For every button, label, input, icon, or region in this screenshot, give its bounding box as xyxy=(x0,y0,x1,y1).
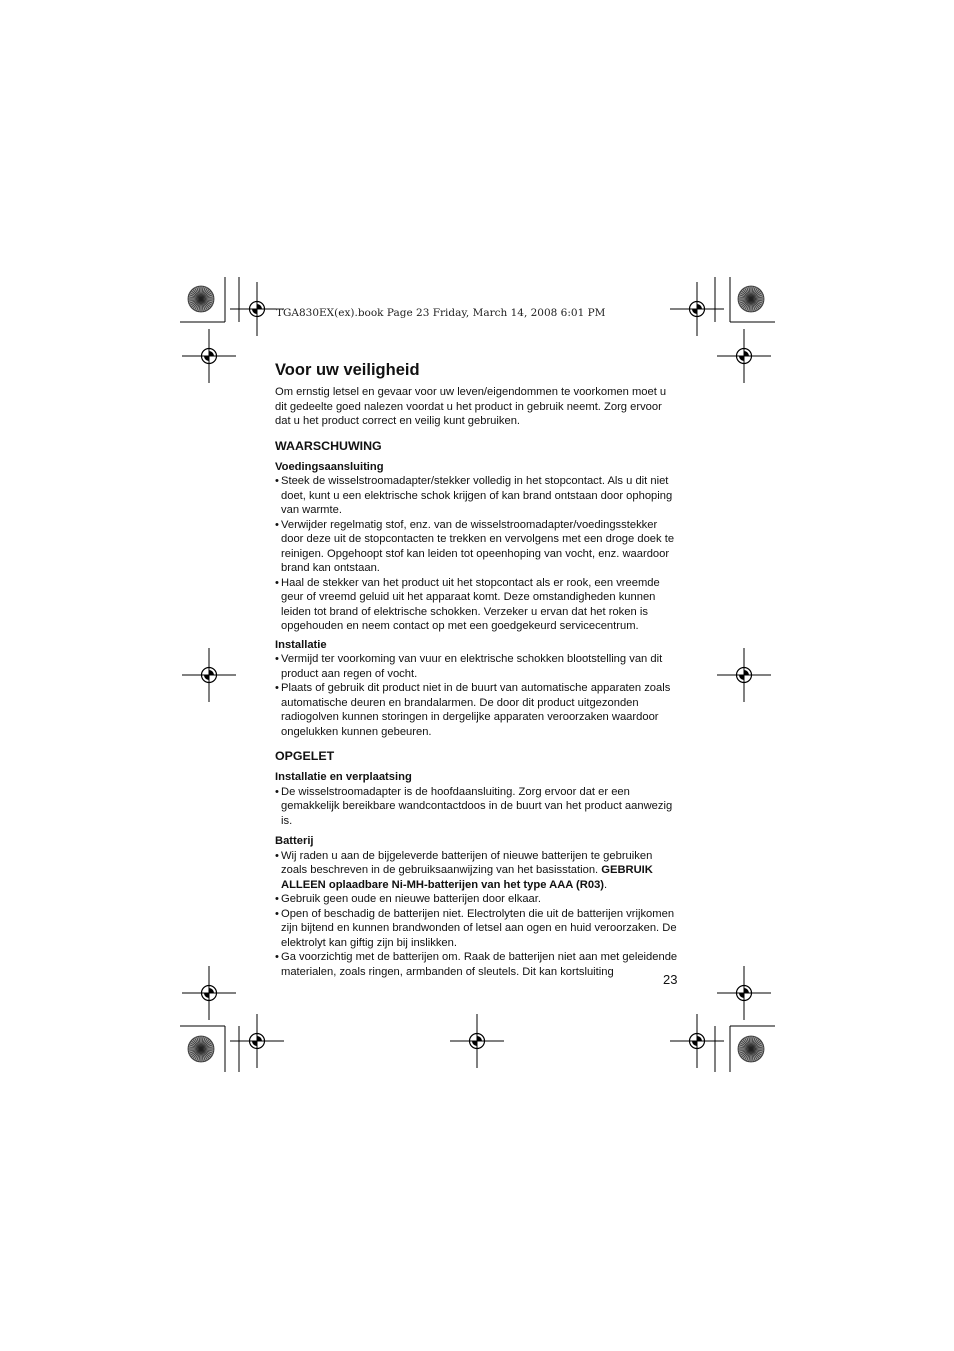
list-item: • Gebruik geen oude en nieuwe batterijen door elkaar. xyxy=(275,892,679,907)
list-item: • Vermijd ter voorkoming van vuur en elektrische schokken blootstelling van dit product aan regen of vocht. xyxy=(275,652,679,681)
registration-mark xyxy=(182,966,236,1020)
list-item xyxy=(275,849,679,893)
starburst-mark xyxy=(188,286,214,312)
registration-mark-part xyxy=(204,993,209,998)
registration-mark-part xyxy=(744,351,749,356)
list-item: • De wisselstroomadapter is de hoofdaansluiting. Zorg ervoor dat er een gemakkelijk bereikbare wandcontactdoos in de buurt van het product aanwezig is. xyxy=(275,785,679,829)
registration-mark-part xyxy=(744,670,749,675)
page-number: 23 xyxy=(663,972,678,987)
registration-mark xyxy=(450,1014,504,1068)
registration-mark-part xyxy=(472,1041,477,1046)
registration-mark-part xyxy=(204,675,209,680)
registration-mark-part xyxy=(252,309,257,314)
list-item: • Ga voorzichtig met de batterijen om. Raak de batterijen niet aan met geleidende materialen, zoals ringen, armbanden of sleutels. Dit kan kortsluiting xyxy=(275,950,679,979)
registration-mark-part xyxy=(252,1041,257,1046)
registration-mark-part xyxy=(209,988,214,993)
starburst-mark xyxy=(188,1036,214,1062)
list-item: • Steek de wisselstroomadapter/stekker volledig in het stopcontact. Als u dit niet doet, kunt u een elektrische schok krijgen of kan brand ontstaan door ophoping van warmte. xyxy=(275,474,679,518)
registration-mark-part xyxy=(739,356,744,361)
registration-mark xyxy=(670,1014,724,1068)
registration-mark-part xyxy=(209,670,214,675)
registration-mark xyxy=(182,648,236,702)
list-item: • Verwijder regelmatig stof, enz. van de wisselstroomadapter/voedingsstekker door deze uit de stopcontacten te trekken en vervolgens met een droge doek te reinigen. Opgehoopt stof kan leiden tot opeenhoping van vocht, enz. waardoor brand kan ontstaan. xyxy=(275,518,679,576)
warning-heading: WAARSCHUWING xyxy=(275,438,382,453)
registration-mark xyxy=(717,329,771,383)
battery-end: . xyxy=(604,878,608,891)
registration-mark-part xyxy=(477,1036,482,1041)
battery-text: Wij raden u aan de bijgeleverde batterijen of nieuwe batterijen te gebruiken zoals beschreven in de gebruiksaanwijzing van het basisstation. xyxy=(281,849,653,876)
registration-mark xyxy=(230,1014,284,1068)
page-title: Voor uw veiligheid xyxy=(275,361,420,379)
caution-heading: OPGELET xyxy=(275,749,335,763)
registration-mark xyxy=(717,648,771,702)
power-heading: Voedingsaansluiting xyxy=(275,460,384,473)
registration-mark xyxy=(717,966,771,1020)
registration-mark-part xyxy=(744,988,749,993)
install-list xyxy=(275,652,679,739)
registration-mark-part xyxy=(257,1036,262,1041)
intro-paragraph: Om ernstig letsel en gevaar voor uw leven/eigendommen te voorkomen moet u dit gedeelte goed nalezen voordat u het product in gebruik neemt. Zorg ervoor dat u het product correct en veilig kunt gebruiken. xyxy=(275,386,667,427)
placement-list xyxy=(275,785,679,829)
list-item: • Open of beschadig de batterijen niet. Electrolyten die uit de batterijen vrijkomen zijn bijtend en kunnen brandwonden of letsel aan ogen en huid veroorzaken. De elektrolyt kan giftig zijn bij inslikken. xyxy=(275,907,679,951)
battery-heading: Batterij xyxy=(275,835,314,847)
page-content xyxy=(275,360,679,979)
registration-mark-part xyxy=(739,675,744,680)
starburst-mark xyxy=(738,286,764,312)
registration-mark-part xyxy=(204,356,209,361)
battery-bold-text: GEBRUIK ALLEEN oplaadbare Ni-MH-batterijen van het type AAA (R03) xyxy=(281,864,653,891)
list-item: • Haal de stekker van het product uit het stopcontact als er rook, een vreemde geur of vreemd geluid uit het apparaat komt. Deze omstandigheden kunnen leiden tot brand of elektrische schokken. Verzeker u ervan dat het roken is opgehouden en neem contact op met een goedgekeurd servicecentrum. xyxy=(275,576,679,634)
registration-mark-part xyxy=(697,304,702,309)
battery-list xyxy=(275,849,679,980)
registration-mark-part xyxy=(739,993,744,998)
registration-mark xyxy=(182,329,236,383)
print-header: TGA830EX(ex).book Page 23 Friday, March 14, 2008 6:01 PM xyxy=(276,307,606,319)
starburst-mark xyxy=(738,1036,764,1062)
registration-mark-part xyxy=(257,304,262,309)
placement-heading: Installatie en verplaatsing xyxy=(275,771,412,783)
registration-mark-part xyxy=(697,1036,702,1041)
list-item: • Plaats of gebruik dit product niet in de buurt van automatische apparaten zoals automatische deuren en brandalarmen. De door dit product uitgezonden radiogolven kunnen storingen in dergelijke apparaten veroorzaken waardoor ongelukken kunnen gebeuren. xyxy=(275,681,679,739)
power-list xyxy=(275,474,679,634)
registration-mark xyxy=(670,282,724,336)
registration-mark-part xyxy=(209,351,214,356)
registration-mark-part xyxy=(692,309,697,314)
registration-mark-part xyxy=(692,1041,697,1046)
install-heading: Installatie xyxy=(275,638,327,651)
